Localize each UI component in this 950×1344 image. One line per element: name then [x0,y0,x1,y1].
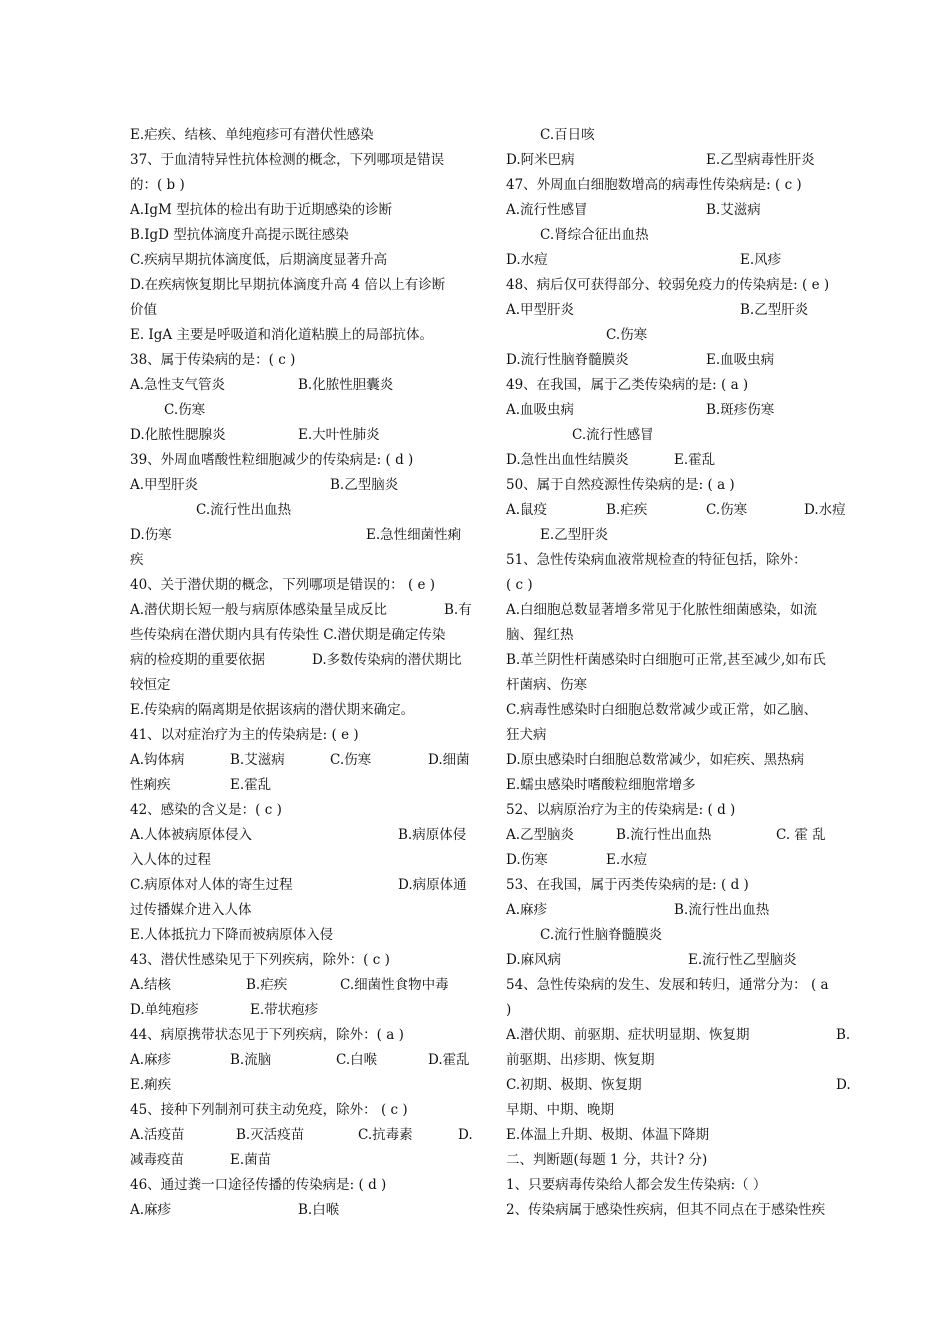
text-segment: A.乙型脑炎 [506,827,575,843]
text-line [506,198,850,223]
text-segment: D.化脓性腮腺炎 [130,427,226,443]
text-segment: C.初期、极期、恢复期 [506,1077,642,1093]
text-segment: D.麻风病 [506,952,562,968]
text-line [506,298,850,323]
text-segment: D.在疾病恢复期比早期抗体滴度升高 4 倍以上有诊断 [130,277,446,293]
text-segment: 47、外周血白细胞数增高的病毒性传染病是: ( c ) [506,177,802,193]
text-segment: B.有 [444,602,472,618]
text-segment: 2、传染病属于感染性疾病，但其不同点在于感染性疾 [506,1202,826,1218]
text-segment: 些传染病在潜伏期内具有传染性 C.潜伏期是确定传染 [130,627,446,643]
text-segment: 39、外周血嗜酸性粒细胞减少的传染病是: ( d ) [130,452,414,468]
text-line [130,148,474,173]
text-segment: B.疟疾 [246,977,288,993]
text-segment: A.麻疹 [130,1202,172,1218]
text-segment: A.麻疹 [506,902,548,918]
text-line [506,273,850,298]
text-line [130,748,474,773]
text-segment: C.肾综合征出血热 [540,227,649,243]
text-segment: A.潜伏期、前驱期、症状明显期、恢复期 [506,1027,750,1043]
text-segment: B.流脑 [230,1052,272,1068]
text-segment: 49、在我国，属于乙类传染病的是: ( a ) [506,377,749,393]
text-line [506,673,850,698]
text-line [130,223,474,248]
text-segment: B.乙型脑炎 [330,477,399,493]
text-line [506,823,850,848]
text-line [130,173,474,198]
text-segment: 45、接种下列制剂可获主动免疫，除外： ( c ) [130,1102,408,1118]
text-line [506,1173,850,1198]
text-segment: 53、在我国，属于丙类传染病的是: ( d ) [506,877,749,893]
text-line [506,973,850,998]
text-segment: A.流行性感冒 [506,202,588,218]
text-line [130,1148,474,1173]
text-segment: A.IgM 型抗体的检出有助于近期感染的诊断 [130,202,393,218]
text-line [506,1023,850,1048]
text-segment: C.病毒性感染时白细胞总数常减少或正常，如乙脑、 [506,702,818,718]
text-segment: B. [836,1027,851,1043]
text-segment: D.流行性脑脊髓膜炎 [506,352,629,368]
text-line [506,473,850,498]
text-line [506,723,850,748]
text-line [130,648,474,673]
text-segment: E.带状疱疹 [250,1002,319,1018]
text-line [506,423,850,448]
text-segment: 疾 [130,552,144,568]
text-line [506,1198,850,1223]
text-segment: 二、判断题(每题 1 分，共计? 分) [506,1152,708,1168]
text-line [130,548,474,573]
text-segment: D.细菌 [428,752,470,768]
text-line [506,848,850,873]
text-line [506,248,850,273]
text-line [506,223,850,248]
text-segment: C.伤寒 [706,502,748,518]
text-segment: D.多数传染病的潜伏期比 [312,652,462,668]
text-line [130,473,474,498]
text-line [506,873,850,898]
text-segment: A.潜伏期长短一般与病原体感染量呈成反比 [130,602,388,618]
text-segment: E.霍乱 [230,777,272,793]
text-segment: A.钩体病 [130,752,185,768]
text-line [130,348,474,373]
text-segment: 41、以对症治疗为主的传染病是: ( e ) [130,727,359,743]
text-segment: A.甲型肝炎 [506,302,575,318]
text-line [130,573,474,598]
text-segment: C.流行性脑脊髓膜炎 [540,927,663,943]
text-line [506,623,850,648]
text-line [130,923,474,948]
text-line [130,948,474,973]
text-segment: C. 霍 乱 [776,827,826,843]
text-segment: E.急性细菌性痢 [366,527,462,543]
text-segment: B.斑疹伤寒 [706,402,775,418]
text-segment: 入人体的过程 [130,852,211,868]
text-line [130,1048,474,1073]
text-line [130,823,474,848]
text-segment: B.化脓性胆囊炎 [298,377,394,393]
text-line [506,498,850,523]
text-line [506,598,850,623]
text-line [506,323,850,348]
text-line [506,948,850,973]
text-segment: 42、感染的含义是：( c ) [130,802,282,818]
text-line [506,448,850,473]
text-segment: D.霍乱 [428,1052,470,1068]
text-segment: 病的检疫期的重要依据 [130,652,265,668]
text-segment: E.疟疾、结核、单纯疱疹可有潜伏性感染 [130,127,374,143]
text-segment: 杆菌病、伤寒 [506,677,587,693]
text-segment: A.人体被病原体侵入 [130,827,253,843]
text-segment: D.水痘 [804,502,846,518]
text-line [506,373,850,398]
text-segment: C.白喉 [336,1052,378,1068]
text-segment: E.菌苗 [230,1152,272,1168]
text-segment: 38、属于传染病的是：( c ) [130,352,296,368]
text-segment: 脑、猩红热 [506,627,574,643]
text-segment: 37、于血清特异性抗体检测的概念，下列哪项是错误 [130,152,445,168]
text-line [506,123,850,148]
text-segment: C.流行性感冒 [572,427,654,443]
text-line [130,798,474,823]
text-segment: E.乙型肝炎 [540,527,609,543]
text-segment: 价值 [130,302,157,318]
text-line [130,698,474,723]
right-column [506,123,850,1223]
text-line [506,1123,850,1148]
text-segment: B.乙型肝炎 [740,302,809,318]
text-segment: B.流行性出血热 [616,827,712,843]
text-segment: B.灭活疫苗 [236,1127,305,1143]
text-segment: E.蠕虫感染时嗜酸粒细胞常增多 [506,777,696,793]
text-segment: C.疾病早期抗体滴度低，后期滴度显著升高 [130,252,388,268]
text-segment: A.鼠疫 [506,502,548,518]
text-segment: D.水痘 [506,252,548,268]
text-segment: B.艾滋病 [230,752,285,768]
text-segment: D.急性出血性结膜炎 [506,452,629,468]
text-segment: E.霍乱 [674,452,716,468]
text-line [130,323,474,348]
text-segment: 过传播媒介进入人体 [130,902,252,918]
text-line [130,448,474,473]
text-segment: B.流行性出血热 [674,902,770,918]
text-line [130,723,474,748]
text-segment: A.甲型肝炎 [130,477,199,493]
text-segment: 前驱期、出疹期、恢复期 [506,1052,655,1068]
text-segment: D.单纯疱疹 [130,1002,199,1018]
text-line [130,673,474,698]
text-line [506,573,850,598]
text-segment: ) [506,1002,512,1018]
text-line [506,698,850,723]
text-segment: A.麻疹 [130,1052,172,1068]
text-segment: 50、属于自然疫源性传染病的是: ( a ) [506,477,735,493]
text-line [506,523,850,548]
text-line [506,148,850,173]
text-line [506,998,850,1023]
text-line [506,923,850,948]
text-line [130,523,474,548]
text-line [506,173,850,198]
text-segment: C.细菌性食物中毒 [340,977,449,993]
text-line [130,848,474,873]
text-segment: 减毒疫苗 [130,1152,184,1168]
text-segment: E.风疹 [740,252,782,268]
text-segment: 48、病后仅可获得部分、较弱免疫力的传染病是: ( e ) [506,277,830,293]
text-line [130,1098,474,1123]
text-line [130,198,474,223]
text-segment: B.疟疾 [606,502,648,518]
text-segment: A.结核 [130,977,172,993]
text-segment: 狂犬病 [506,727,547,743]
text-segment: C.伤寒 [330,752,372,768]
text-segment: D.伤寒 [130,527,172,543]
text-segment: B.艾滋病 [706,202,761,218]
text-line [506,548,850,573]
text-line [130,1023,474,1048]
text-line [506,1098,850,1123]
text-segment: C.流行性出血热 [196,502,292,518]
text-segment: A.活疫苗 [130,1127,185,1143]
text-line [506,398,850,423]
text-line [130,973,474,998]
text-line [130,1198,474,1223]
text-segment: 40、关于潜伏期的概念，下列哪项是错误的： ( e ) [130,577,436,593]
text-line [130,598,474,623]
text-segment: 54、急性传染病的发生、发展和转归，通常分为： ( a [506,977,829,993]
text-segment: A.急性支气管炎 [130,377,226,393]
text-segment: 46、通过粪一口途径传播的传染病是: ( d ) [130,1177,387,1193]
left-column [130,123,474,1223]
text-segment: E.痢疾 [130,1077,172,1093]
text-segment: 43、潜伏性感染见于下列疾病，除外：( c ) [130,952,390,968]
text-line [130,398,474,423]
text-segment: 51、急性传染病血液常规检查的特征包括，除外： [506,552,807,568]
text-segment: 较恒定 [130,677,171,693]
text-line [130,998,474,1023]
text-segment: D.病原体通 [398,877,467,893]
text-segment: A.白细胞总数显著增多常见于化脓性细菌感染，如流 [506,602,818,618]
text-line [130,623,474,648]
text-segment: E.传染病的隔离期是依据该病的潜伏期来确定。 [130,702,415,718]
text-line [130,248,474,273]
text-segment: D.伤寒 [506,852,548,868]
text-line [506,773,850,798]
text-segment: 性痢疾 [130,777,171,793]
text-line [130,298,474,323]
text-segment: 早期、中期、晚期 [506,1102,614,1118]
text-segment: E.血吸虫病 [706,352,775,368]
text-line [130,1073,474,1098]
text-segment: E.人体抵抗力下降而被病原体入侵 [130,927,334,943]
text-segment: B.病原体侵 [398,827,467,843]
text-line [506,798,850,823]
text-segment: B.革兰阴性杆菌感染时白细胞可正常,甚至减少,如布氏 [506,652,826,668]
text-segment: E.水痘 [606,852,648,868]
text-line [130,373,474,398]
text-line [130,498,474,523]
text-line [130,873,474,898]
text-segment: B.白喉 [298,1202,340,1218]
text-segment: D.原虫感染时白细胞总数常减少，如疟疾、黑热病 [506,752,805,768]
text-line [506,348,850,373]
text-line [130,773,474,798]
text-line [130,1123,474,1148]
text-line [130,273,474,298]
text-segment: 的：( b ) [130,177,185,193]
text-segment: B.IgD 型抗体滴度升高提示既往感染 [130,227,349,243]
text-segment: E. IgA 主要是呼吸道和消化道粘膜上的局部抗体。 [130,327,433,343]
text-segment: 44、病原携带状态见于下列疾病，除外：( a ) [130,1027,404,1043]
text-segment: D. [836,1077,851,1093]
text-line [506,1148,850,1173]
text-segment: E.乙型病毒性肝炎 [706,152,815,168]
text-segment: C.病原体对人体的寄生过程 [130,877,293,893]
text-line [506,1073,850,1098]
text-segment: C.抗毒素 [358,1127,413,1143]
text-line [506,898,850,923]
text-segment: ( c ) [506,577,533,593]
text-line [130,423,474,448]
text-segment: E.大叶性肺炎 [298,427,380,443]
text-line [130,898,474,923]
text-segment: D.阿米巴病 [506,152,575,168]
text-segment: C.百日咳 [540,127,595,143]
text-segment: A.血吸虫病 [506,402,575,418]
text-segment: C.伤寒 [606,327,648,343]
text-line [130,123,474,148]
text-line [506,648,850,673]
text-segment: 1、只要病毒传染给人都会发生传染病:（ ） [506,1177,767,1193]
text-line [506,748,850,773]
text-line [130,1173,474,1198]
text-segment: E.流行性乙型脑炎 [688,952,797,968]
text-segment: E.体温上升期、极期、体温下降期 [506,1127,710,1143]
text-segment: D. [458,1127,473,1143]
text-line [506,1048,850,1073]
text-segment: 52、以病原治疗为主的传染病是: ( d ) [506,802,736,818]
text-segment: C.伤寒 [164,402,206,418]
